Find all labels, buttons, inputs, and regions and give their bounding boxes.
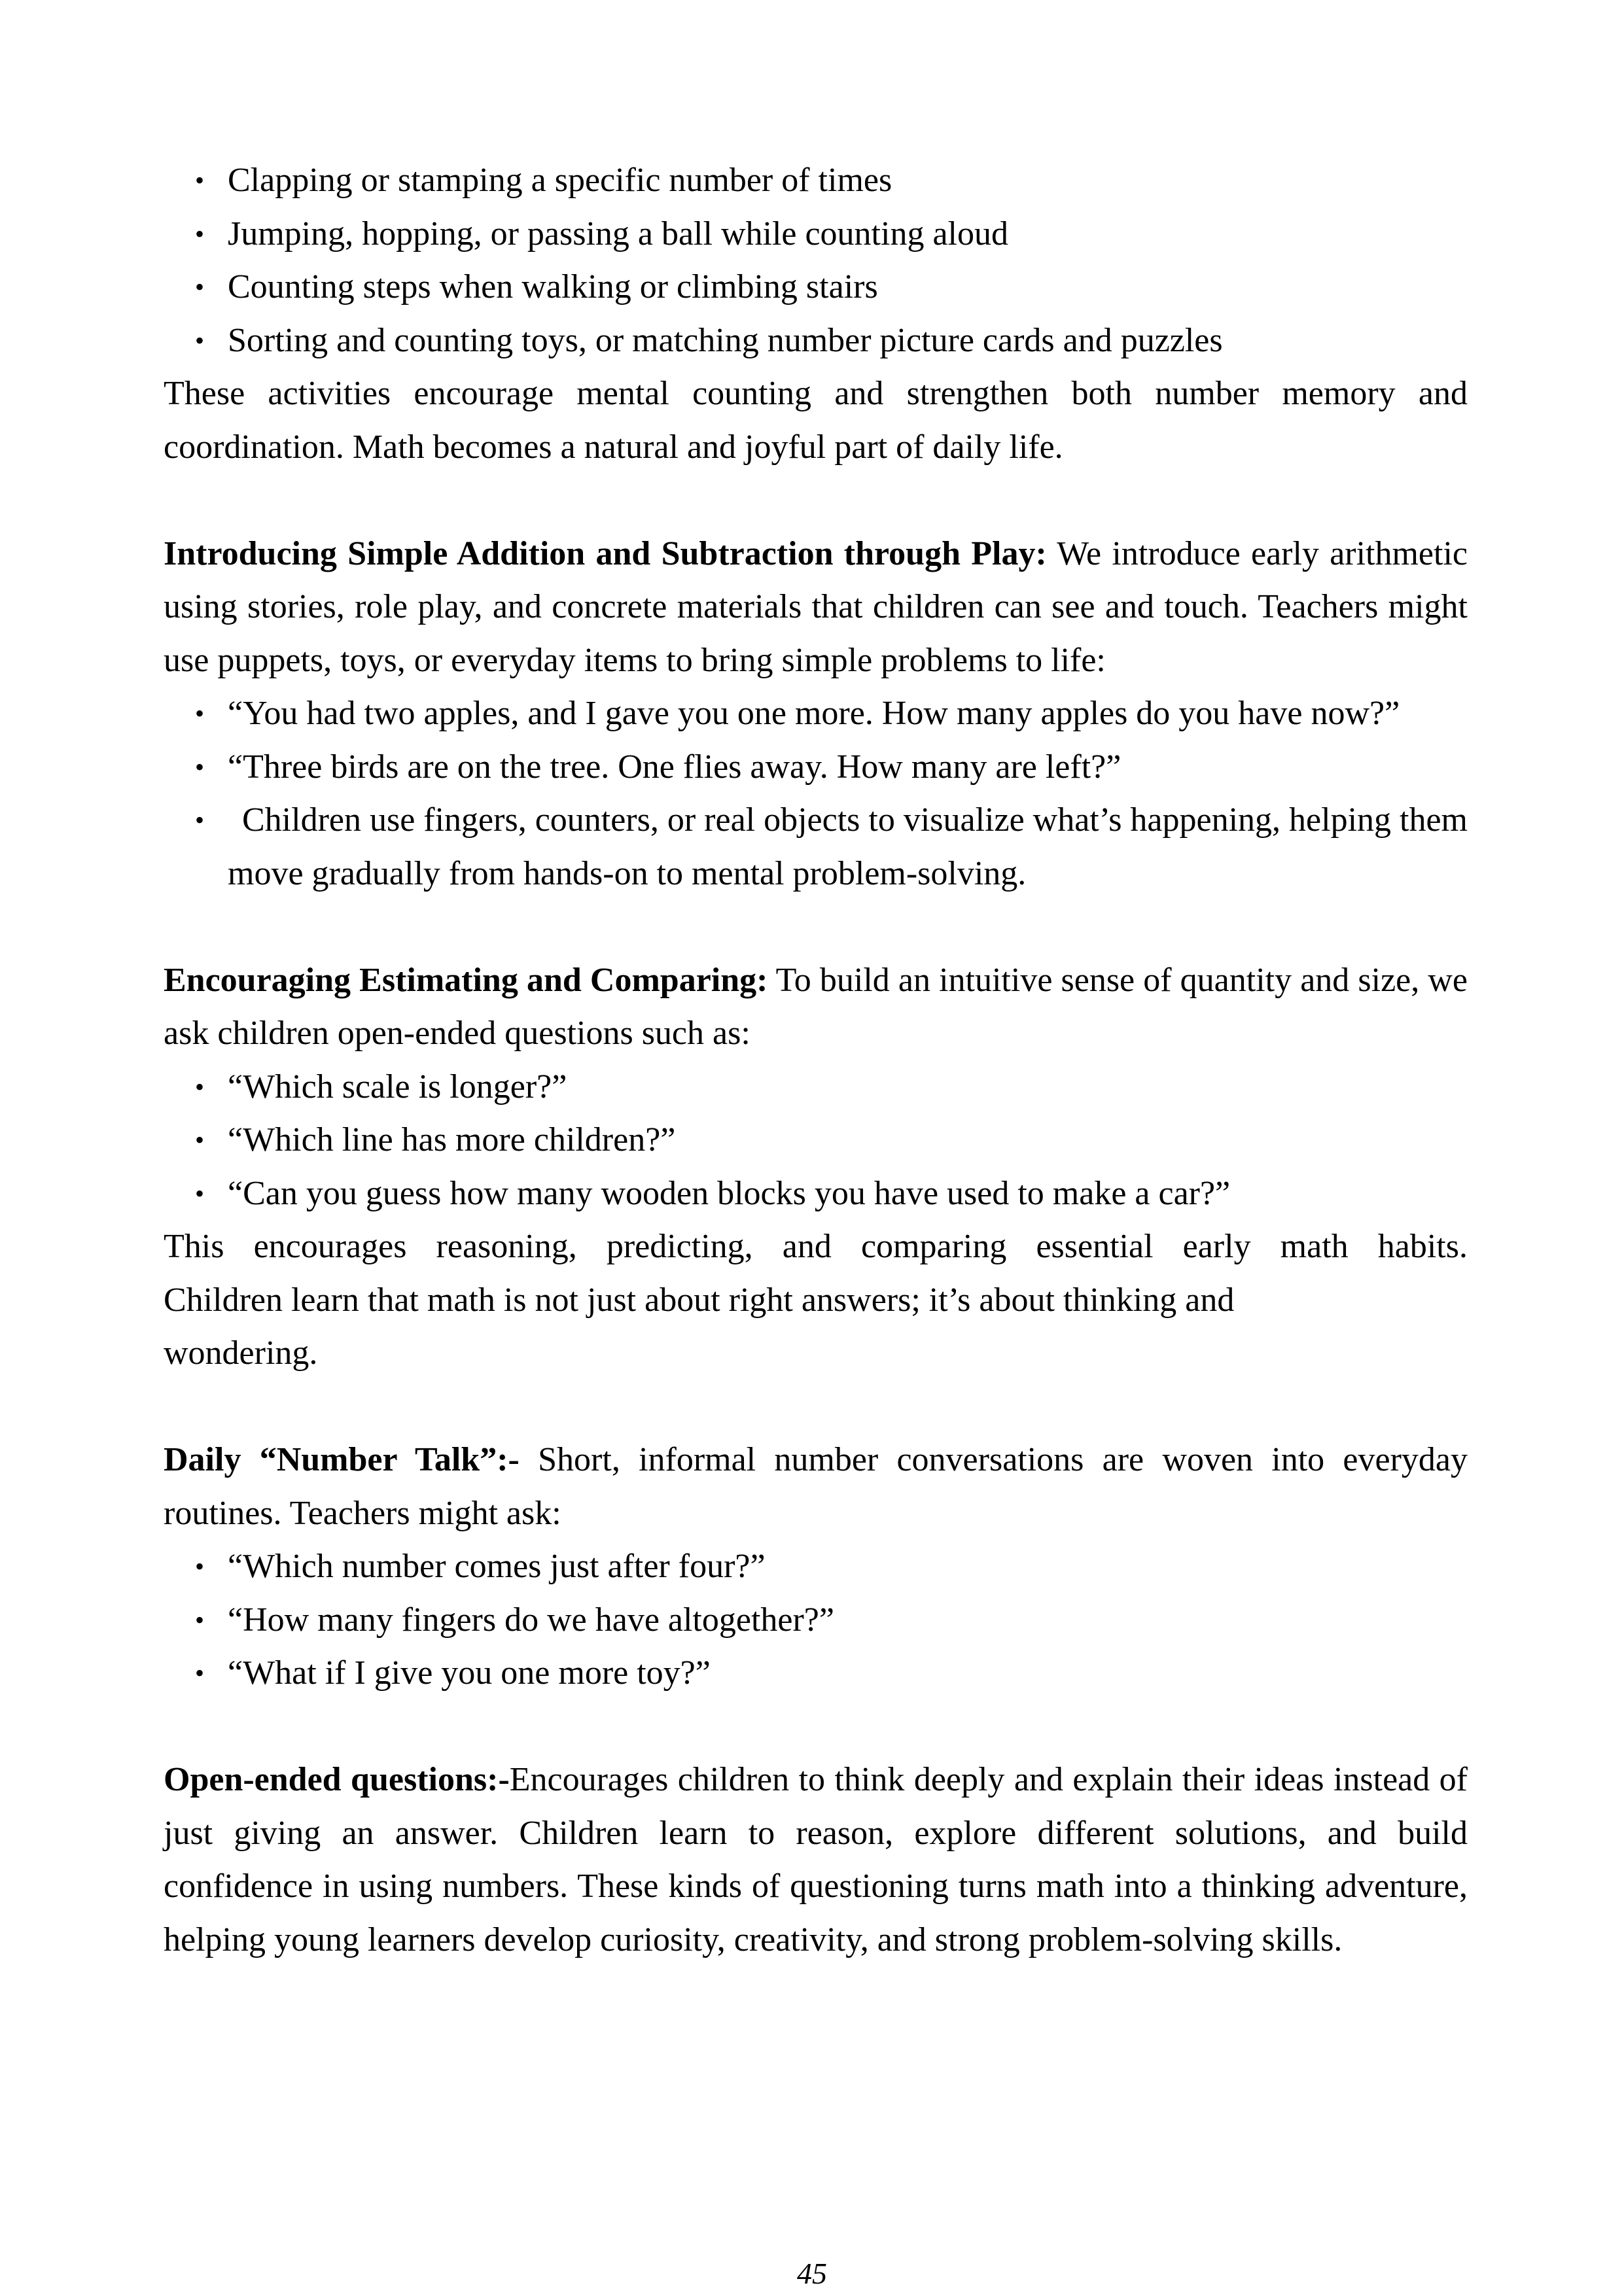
bullet-icon: • — [195, 1658, 205, 1688]
list-item-text: “You had two apples, and I gave you one more. How many apples do you have now?” — [228, 695, 1400, 732]
bullet-icon: • — [195, 1178, 205, 1208]
number-talk-questions-list — [164, 1540, 1468, 1700]
list-item — [164, 1593, 1468, 1647]
section-addition-subtraction — [164, 527, 1468, 901]
bullet-icon: • — [195, 1605, 205, 1635]
list-item — [164, 207, 1468, 261]
bullet-icon: • — [195, 699, 205, 728]
document-page — [164, 154, 1468, 1966]
list-item-text: “Which scale is longer?” — [228, 1068, 567, 1105]
bullet-icon: • — [195, 325, 205, 355]
list-item-text: Children use fingers, counters, or real objects to visualize what’s happening, helping them move gradually from hands-on to mental problem-solving. — [228, 801, 1468, 892]
list-item-text: Sorting and counting toys, or matching number picture cards and puzzles — [228, 321, 1223, 359]
list-item — [164, 314, 1468, 368]
section-heading: Encouraging Estimating and Comparing: — [164, 961, 768, 999]
section-spacer — [164, 1380, 1468, 1434]
bullet-icon: • — [195, 218, 205, 249]
list-item — [164, 1113, 1468, 1167]
example-problems-list — [164, 687, 1468, 900]
bullet-icon: • — [195, 1552, 205, 1581]
bullet-icon: • — [195, 165, 205, 195]
list-item-text: Jumping, hopping, or passing a ball while counting aloud — [228, 215, 1008, 252]
section-spacer — [164, 474, 1468, 527]
intro-paragraph: These activities encourage mental counting and strengthen both number memory and coordination. Math becomes a natural and joyful part of daily life. — [164, 375, 1468, 466]
list-item-text: “What if I give you one more toy?” — [228, 1654, 711, 1692]
section-body: Encourages children to think deeply and explain their ideas instead of just giving an answer. Children learn to reason, explore different solutions, and build confidence in using numbers. These kinds of questioning turns math into a thinking adventure, helping young learners develop curiosity, creativity, and strong problem-solving skills. — [164, 1761, 1468, 1958]
list-item-text: “Can you guess how many wooden blocks you have used to make a car?” — [228, 1174, 1231, 1212]
list-item — [164, 740, 1468, 794]
list-item-text: Counting steps when walking or climbing stairs — [228, 268, 878, 305]
bullet-icon: • — [195, 1125, 205, 1155]
section-paragraph — [164, 1753, 1468, 1966]
list-item-text: Clapping or stamping a specific number of times — [228, 162, 892, 199]
closing-line: This encourages reasoning, predicting, and comparing essential early math habits. — [164, 1228, 1468, 1265]
counting-activities-list — [164, 154, 1468, 367]
bullet-icon: • — [195, 1071, 205, 1102]
section-body: To build an intuitive sense of quantity and size, we ask children open-ended questions such as: — [164, 961, 1468, 1052]
list-item — [164, 793, 1468, 900]
section-number-talk — [164, 1433, 1468, 1700]
section-spacer — [164, 900, 1468, 954]
section-paragraph — [164, 1433, 1468, 1540]
list-item — [164, 687, 1468, 740]
list-item-text: “Which number comes just after four?” — [228, 1548, 766, 1585]
list-item — [164, 1060, 1468, 1114]
page-number: 45 — [797, 2257, 827, 2290]
section-heading: Open-ended questions:- — [164, 1761, 510, 1798]
estimating-questions-list — [164, 1060, 1468, 1221]
bullet-icon: • — [195, 805, 205, 835]
list-item — [164, 1540, 1468, 1593]
section-paragraph — [164, 954, 1468, 1060]
list-item-text: “How many fingers do we have altogether?” — [228, 1601, 834, 1639]
bullet-icon: • — [195, 272, 205, 302]
section-estimating-comparing — [164, 954, 1468, 1380]
section-heading: Daily “Number Talk”:- — [164, 1441, 520, 1478]
closing-line: Children learn that math is not just about right answers; it’s about thinking and wondering. — [164, 1281, 1235, 1372]
list-item — [164, 154, 1468, 207]
section-spacer — [164, 1700, 1468, 1754]
list-item-text: “Which line has more children?” — [228, 1121, 676, 1158]
list-item — [164, 260, 1468, 314]
list-item — [164, 1167, 1468, 1221]
section-heading: Introducing Simple Addition and Subtraction through Play: — [164, 534, 1047, 572]
section-paragraph — [164, 527, 1468, 687]
section-body: We introduce early arithmetic using stories, role play, and concrete materials that children can see and touch. Teachers might use puppets, toys, or everyday items to bring simple problems to life: — [164, 534, 1468, 679]
section-open-ended-questions — [164, 1753, 1468, 1966]
bullet-icon: • — [195, 752, 205, 782]
section-body: Short, informal number conversations are woven into everyday routines. Teachers might ask: — [164, 1441, 1468, 1532]
list-item-text: “Three birds are on the tree. One flies away. How many are left?” — [228, 748, 1121, 786]
list-item — [164, 1646, 1468, 1700]
